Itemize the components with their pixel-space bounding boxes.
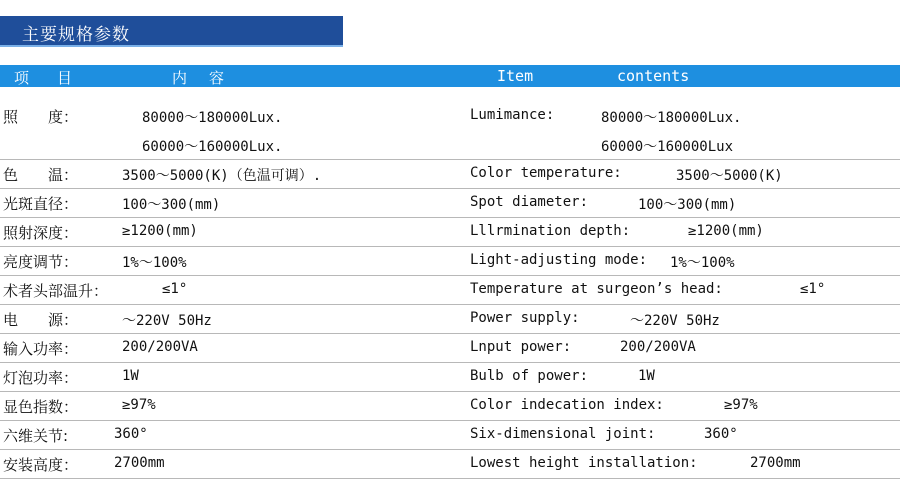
table-row	[0, 160, 900, 189]
en-label: Temperature at surgeon’s head:	[470, 281, 723, 297]
table-row	[0, 218, 900, 247]
cn-value: 1%～100%	[122, 255, 187, 271]
table-row	[0, 102, 900, 131]
cn-value: 80000～180000Lux.	[142, 110, 283, 126]
table-row	[0, 131, 900, 160]
table-row	[0, 392, 900, 421]
en-value: 80000～180000Lux.	[601, 110, 742, 126]
en-label: Light-adjusting mode:	[470, 252, 648, 268]
cn-value: 360°	[114, 426, 148, 442]
en-label: Six-dimensional joint:	[470, 426, 656, 442]
en-label: Lowest height installation:	[470, 455, 698, 471]
table-row	[0, 276, 900, 305]
en-label: Lllrmination depth:	[470, 223, 631, 239]
en-value: ～220V 50Hz	[630, 313, 720, 329]
en-value: 1W	[638, 368, 655, 384]
cn-value: ≤1°	[162, 281, 188, 297]
en-value: 360°	[704, 426, 738, 442]
cn-value: ≥1200(mm)	[122, 223, 198, 239]
table-row	[0, 363, 900, 392]
header-item-en: Item	[497, 67, 534, 85]
table-row	[0, 334, 900, 363]
cn-value: 1W	[122, 368, 139, 384]
header-item: 项目	[14, 69, 101, 87]
cn-label: 光斑直径：	[3, 195, 79, 213]
cn-label: 输入功率：	[3, 340, 79, 358]
cn-value: ～220V 50Hz	[122, 313, 212, 329]
cn-label: 显色指数：	[3, 398, 79, 416]
en-label: Color temperature:	[470, 165, 622, 181]
cn-value: 200/200VA	[122, 339, 198, 355]
cn-value: 60000～160000Lux.	[142, 139, 283, 155]
cn-label: 亮度调节：	[3, 253, 79, 271]
en-label: Bulb of power:	[470, 368, 589, 384]
section-title-bar	[0, 16, 343, 47]
en-value: 200/200VA	[620, 339, 696, 355]
en-value: 1%～100%	[670, 255, 735, 271]
cn-label: 安装高度：	[3, 456, 79, 474]
cn-label: 照 度：	[3, 108, 79, 126]
cn-value: ≥97%	[122, 397, 156, 413]
en-label: Color indecation index:	[470, 397, 664, 413]
en-value: 100～300(mm)	[638, 197, 737, 213]
cn-label: 电 源：	[3, 311, 79, 329]
table-row	[0, 450, 900, 479]
en-value: ≥97%	[724, 397, 758, 413]
en-label: Power supply:	[470, 310, 580, 326]
cn-value: 100～300(mm)	[122, 197, 221, 213]
header-content-en: contents	[617, 67, 690, 85]
cn-value: 2700mm	[114, 455, 165, 471]
en-label: Lnput power:	[470, 339, 572, 355]
table-row	[0, 189, 900, 218]
table-row	[0, 247, 900, 276]
table-header	[0, 65, 900, 87]
en-value: ≤1°	[800, 281, 826, 297]
cn-label: 色 温：	[3, 166, 79, 184]
en-label: Spot diameter:	[470, 194, 589, 210]
en-label: Lumimance:	[470, 107, 555, 123]
en-value: 60000～160000Lux	[601, 139, 734, 155]
en-value: 2700mm	[750, 455, 801, 471]
table-row	[0, 305, 900, 334]
header-content: 内容	[172, 69, 247, 87]
cn-label: 灯泡功率：	[3, 369, 79, 387]
en-value: ≥1200(mm)	[688, 223, 764, 239]
cn-label: 六维关节:	[3, 427, 69, 445]
cn-value: 3500～5000(K)（色温可调）.	[122, 168, 322, 184]
en-value: 3500～5000(K)	[676, 168, 783, 184]
cn-label: 照射深度：	[3, 224, 79, 242]
cn-label: 术者头部温升：	[3, 282, 109, 300]
section-title: 主要规格参数	[22, 25, 130, 45]
table-row	[0, 421, 900, 450]
